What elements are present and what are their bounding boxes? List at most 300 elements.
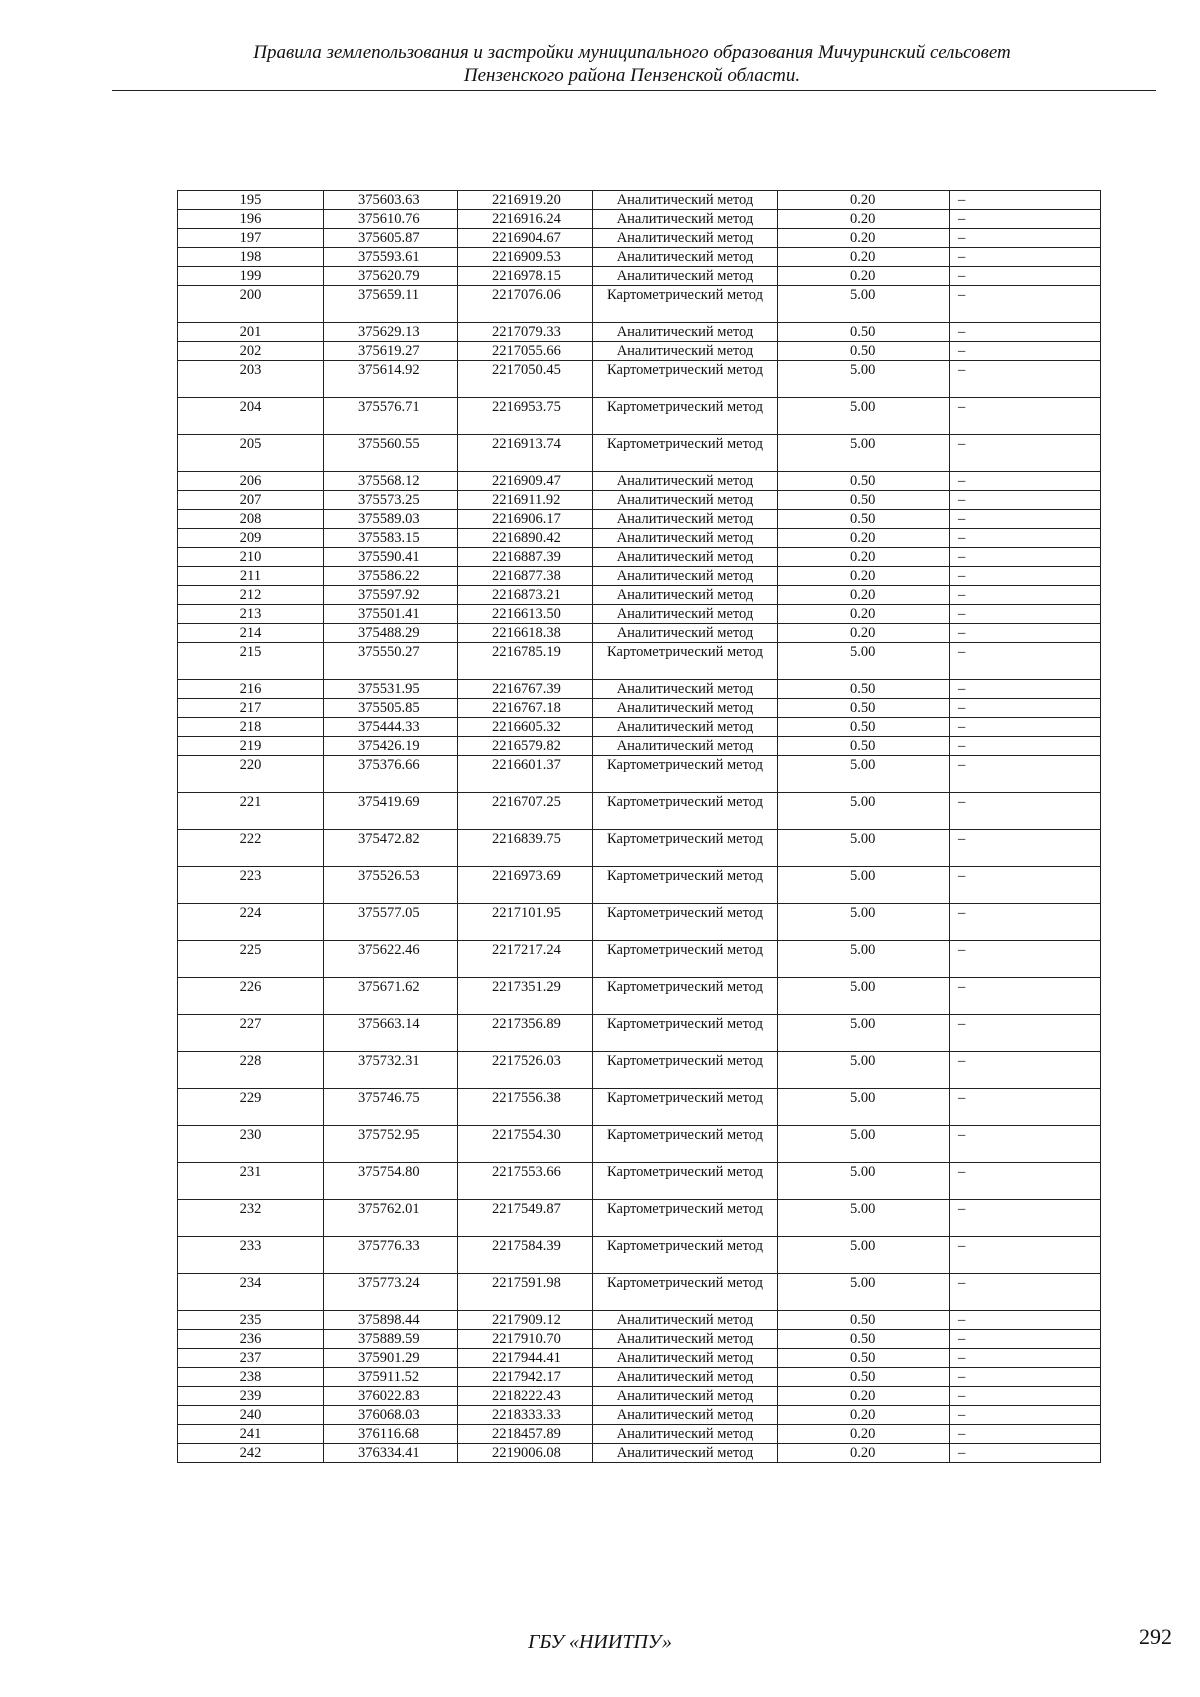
y-coordinate-cell: 2216707.25 xyxy=(458,793,593,830)
accuracy-cell: 0.20 xyxy=(778,1387,950,1406)
y-coordinate-cell: 2216839.75 xyxy=(458,830,593,867)
accuracy-cell: 5.00 xyxy=(778,793,950,830)
note-cell: – xyxy=(950,680,1101,699)
method-cell: Аналитический метод xyxy=(593,1368,778,1387)
method-cell: Аналитический метод xyxy=(593,210,778,229)
y-coordinate-cell: 2216978.15 xyxy=(458,267,593,286)
point-number-cell: 220 xyxy=(178,756,324,793)
note-cell: – xyxy=(950,398,1101,435)
table-row xyxy=(178,605,1101,624)
y-coordinate-cell: 2216785.19 xyxy=(458,643,593,680)
point-number-cell: 208 xyxy=(178,510,324,529)
x-coordinate-cell: 375419.69 xyxy=(324,793,458,830)
point-number-cell: 218 xyxy=(178,718,324,737)
point-number-cell: 215 xyxy=(178,643,324,680)
point-number-cell: 196 xyxy=(178,210,324,229)
table-row xyxy=(178,1387,1101,1406)
accuracy-cell: 0.50 xyxy=(778,1311,950,1330)
accuracy-cell: 0.20 xyxy=(778,267,950,286)
method-cell: Аналитический метод xyxy=(593,472,778,491)
note-cell: – xyxy=(950,229,1101,248)
table-row xyxy=(178,699,1101,718)
method-cell: Аналитический метод xyxy=(593,548,778,567)
method-cell: Картометрический метод xyxy=(593,1200,778,1237)
method-cell: Картометрический метод xyxy=(593,1015,778,1052)
method-cell: Аналитический метод xyxy=(593,1349,778,1368)
y-coordinate-cell: 2217055.66 xyxy=(458,342,593,361)
method-cell: Аналитический метод xyxy=(593,1387,778,1406)
header-line-1: Правила землепользования и застройки муниципального образования Мичуринский сельсовет xyxy=(253,42,1011,63)
method-cell: Аналитический метод xyxy=(593,491,778,510)
accuracy-cell: 5.00 xyxy=(778,398,950,435)
point-number-cell: 239 xyxy=(178,1387,324,1406)
x-coordinate-cell: 375472.82 xyxy=(324,830,458,867)
y-coordinate-cell: 2217942.17 xyxy=(458,1368,593,1387)
accuracy-cell: 5.00 xyxy=(778,1274,950,1311)
note-cell: – xyxy=(950,491,1101,510)
point-number-cell: 206 xyxy=(178,472,324,491)
y-coordinate-cell: 2217584.39 xyxy=(458,1237,593,1274)
point-number-cell: 210 xyxy=(178,548,324,567)
accuracy-cell: 5.00 xyxy=(778,904,950,941)
table-row xyxy=(178,941,1101,978)
x-coordinate-cell: 375488.29 xyxy=(324,624,458,643)
table-row xyxy=(178,586,1101,605)
accuracy-cell: 5.00 xyxy=(778,361,950,398)
note-cell: – xyxy=(950,1330,1101,1349)
table-row xyxy=(178,1126,1101,1163)
accuracy-cell: 5.00 xyxy=(778,756,950,793)
table-row xyxy=(178,1349,1101,1368)
note-cell: – xyxy=(950,210,1101,229)
table-row xyxy=(178,867,1101,904)
y-coordinate-cell: 2217101.95 xyxy=(458,904,593,941)
y-coordinate-cell: 2217351.29 xyxy=(458,978,593,1015)
x-coordinate-cell: 375754.80 xyxy=(324,1163,458,1200)
note-cell: – xyxy=(950,191,1101,210)
accuracy-cell: 0.20 xyxy=(778,586,950,605)
x-coordinate-cell: 375444.33 xyxy=(324,718,458,737)
accuracy-cell: 5.00 xyxy=(778,1052,950,1089)
x-coordinate-cell: 375531.95 xyxy=(324,680,458,699)
note-cell: – xyxy=(950,1089,1101,1126)
y-coordinate-cell: 2217356.89 xyxy=(458,1015,593,1052)
table-row xyxy=(178,229,1101,248)
table-row xyxy=(178,1200,1101,1237)
table-row xyxy=(178,1406,1101,1425)
point-number-cell: 201 xyxy=(178,323,324,342)
accuracy-cell: 0.20 xyxy=(778,567,950,586)
y-coordinate-cell: 2216953.75 xyxy=(458,398,593,435)
accuracy-cell: 0.50 xyxy=(778,323,950,342)
method-cell: Аналитический метод xyxy=(593,191,778,210)
x-coordinate-cell: 375619.27 xyxy=(324,342,458,361)
table-row xyxy=(178,1015,1101,1052)
accuracy-cell: 5.00 xyxy=(778,1163,950,1200)
coordinates-table-body xyxy=(178,191,1101,1463)
x-coordinate-cell: 375593.61 xyxy=(324,248,458,267)
table-row xyxy=(178,248,1101,267)
x-coordinate-cell: 375597.92 xyxy=(324,586,458,605)
method-cell: Аналитический метод xyxy=(593,680,778,699)
accuracy-cell: 0.20 xyxy=(778,229,950,248)
note-cell: – xyxy=(950,567,1101,586)
table-row xyxy=(178,1368,1101,1387)
table-row xyxy=(178,1237,1101,1274)
x-coordinate-cell: 375526.53 xyxy=(324,867,458,904)
x-coordinate-cell: 375560.55 xyxy=(324,435,458,472)
method-cell: Аналитический метод xyxy=(593,718,778,737)
y-coordinate-cell: 2217549.87 xyxy=(458,1200,593,1237)
note-cell: – xyxy=(950,548,1101,567)
method-cell: Картометрический метод xyxy=(593,286,778,323)
note-cell: – xyxy=(950,624,1101,643)
note-cell: – xyxy=(950,1237,1101,1274)
table-row xyxy=(178,1425,1101,1444)
x-coordinate-cell: 375773.24 xyxy=(324,1274,458,1311)
note-cell: – xyxy=(950,1311,1101,1330)
table-row xyxy=(178,210,1101,229)
point-number-cell: 230 xyxy=(178,1126,324,1163)
accuracy-cell: 5.00 xyxy=(778,867,950,904)
point-number-cell: 214 xyxy=(178,624,324,643)
x-coordinate-cell: 375663.14 xyxy=(324,1015,458,1052)
x-coordinate-cell: 376068.03 xyxy=(324,1406,458,1425)
point-number-cell: 204 xyxy=(178,398,324,435)
x-coordinate-cell: 375583.15 xyxy=(324,529,458,548)
method-cell: Картометрический метод xyxy=(593,830,778,867)
method-cell: Картометрический метод xyxy=(593,1052,778,1089)
point-number-cell: 232 xyxy=(178,1200,324,1237)
accuracy-cell: 5.00 xyxy=(778,1089,950,1126)
y-coordinate-cell: 2217591.98 xyxy=(458,1274,593,1311)
point-number-cell: 235 xyxy=(178,1311,324,1330)
point-number-cell: 211 xyxy=(178,567,324,586)
x-coordinate-cell: 375776.33 xyxy=(324,1237,458,1274)
note-cell: – xyxy=(950,267,1101,286)
note-cell: – xyxy=(950,1387,1101,1406)
method-cell: Картометрический метод xyxy=(593,1237,778,1274)
point-number-cell: 225 xyxy=(178,941,324,978)
point-number-cell: 219 xyxy=(178,737,324,756)
method-cell: Аналитический метод xyxy=(593,267,778,286)
table-row xyxy=(178,1330,1101,1349)
table-row xyxy=(178,1163,1101,1200)
note-cell: – xyxy=(950,435,1101,472)
point-number-cell: 221 xyxy=(178,793,324,830)
y-coordinate-cell: 2216767.18 xyxy=(458,699,593,718)
coordinates-table xyxy=(177,190,1101,1463)
accuracy-cell: 0.20 xyxy=(778,210,950,229)
point-number-cell: 216 xyxy=(178,680,324,699)
method-cell: Картометрический метод xyxy=(593,1163,778,1200)
note-cell: – xyxy=(950,586,1101,605)
y-coordinate-cell: 2216906.17 xyxy=(458,510,593,529)
method-cell: Картометрический метод xyxy=(593,361,778,398)
page-number: 292 xyxy=(1139,1624,1172,1649)
method-cell: Картометрический метод xyxy=(593,1126,778,1163)
y-coordinate-cell: 2216909.53 xyxy=(458,248,593,267)
note-cell: – xyxy=(950,978,1101,1015)
method-cell: Аналитический метод xyxy=(593,699,778,718)
accuracy-cell: 0.20 xyxy=(778,605,950,624)
y-coordinate-cell: 2216601.37 xyxy=(458,756,593,793)
accuracy-cell: 0.20 xyxy=(778,1444,950,1463)
note-cell: – xyxy=(950,718,1101,737)
y-coordinate-cell: 2216890.42 xyxy=(458,529,593,548)
method-cell: Картометрический метод xyxy=(593,904,778,941)
table-row xyxy=(178,567,1101,586)
x-coordinate-cell: 375426.19 xyxy=(324,737,458,756)
table-row xyxy=(178,1052,1101,1089)
x-coordinate-cell: 375586.22 xyxy=(324,567,458,586)
point-number-cell: 242 xyxy=(178,1444,324,1463)
table-row xyxy=(178,361,1101,398)
table-row xyxy=(178,323,1101,342)
table-row xyxy=(178,1444,1101,1463)
method-cell: Аналитический метод xyxy=(593,605,778,624)
note-cell: – xyxy=(950,793,1101,830)
note-cell: – xyxy=(950,605,1101,624)
x-coordinate-cell: 375889.59 xyxy=(324,1330,458,1349)
method-cell: Аналитический метод xyxy=(593,529,778,548)
table-row xyxy=(178,548,1101,567)
note-cell: – xyxy=(950,1406,1101,1425)
x-coordinate-cell: 375573.25 xyxy=(324,491,458,510)
x-coordinate-cell: 375898.44 xyxy=(324,1311,458,1330)
table-row xyxy=(178,643,1101,680)
method-cell: Картометрический метод xyxy=(593,756,778,793)
y-coordinate-cell: 2219006.08 xyxy=(458,1444,593,1463)
x-coordinate-cell: 376334.41 xyxy=(324,1444,458,1463)
point-number-cell: 236 xyxy=(178,1330,324,1349)
note-cell: – xyxy=(950,756,1101,793)
note-cell: – xyxy=(950,1368,1101,1387)
y-coordinate-cell: 2216973.69 xyxy=(458,867,593,904)
x-coordinate-cell: 375911.52 xyxy=(324,1368,458,1387)
note-cell: – xyxy=(950,286,1101,323)
accuracy-cell: 5.00 xyxy=(778,941,950,978)
method-cell: Картометрический метод xyxy=(593,398,778,435)
note-cell: – xyxy=(950,1126,1101,1163)
accuracy-cell: 0.50 xyxy=(778,472,950,491)
point-number-cell: 197 xyxy=(178,229,324,248)
point-number-cell: 233 xyxy=(178,1237,324,1274)
accuracy-cell: 5.00 xyxy=(778,1237,950,1274)
point-number-cell: 199 xyxy=(178,267,324,286)
note-cell: – xyxy=(950,830,1101,867)
method-cell: Аналитический метод xyxy=(593,342,778,361)
y-coordinate-cell: 2216605.32 xyxy=(458,718,593,737)
method-cell: Картометрический метод xyxy=(593,1274,778,1311)
accuracy-cell: 0.50 xyxy=(778,1330,950,1349)
accuracy-cell: 5.00 xyxy=(778,1015,950,1052)
document-header xyxy=(112,41,1152,87)
y-coordinate-cell: 2217944.41 xyxy=(458,1349,593,1368)
x-coordinate-cell: 375610.76 xyxy=(324,210,458,229)
x-coordinate-cell: 375746.75 xyxy=(324,1089,458,1126)
point-number-cell: 195 xyxy=(178,191,324,210)
accuracy-cell: 0.20 xyxy=(778,548,950,567)
note-cell: – xyxy=(950,737,1101,756)
method-cell: Картометрический метод xyxy=(593,1089,778,1126)
table-row xyxy=(178,978,1101,1015)
footer-organization: ГБУ «НИИТПУ» xyxy=(528,1631,672,1653)
y-coordinate-cell: 2216919.20 xyxy=(458,191,593,210)
point-number-cell: 226 xyxy=(178,978,324,1015)
table-row xyxy=(178,191,1101,210)
table-row xyxy=(178,510,1101,529)
note-cell: – xyxy=(950,699,1101,718)
x-coordinate-cell: 376116.68 xyxy=(324,1425,458,1444)
y-coordinate-cell: 2218222.43 xyxy=(458,1387,593,1406)
x-coordinate-cell: 375614.92 xyxy=(324,361,458,398)
y-coordinate-cell: 2216613.50 xyxy=(458,605,593,624)
x-coordinate-cell: 376022.83 xyxy=(324,1387,458,1406)
point-number-cell: 198 xyxy=(178,248,324,267)
method-cell: Аналитический метод xyxy=(593,624,778,643)
point-number-cell: 213 xyxy=(178,605,324,624)
method-cell: Аналитический метод xyxy=(593,586,778,605)
table-row xyxy=(178,830,1101,867)
accuracy-cell: 0.20 xyxy=(778,191,950,210)
y-coordinate-cell: 2216767.39 xyxy=(458,680,593,699)
y-coordinate-cell: 2217910.70 xyxy=(458,1330,593,1349)
note-cell: – xyxy=(950,904,1101,941)
y-coordinate-cell: 2217554.30 xyxy=(458,1126,593,1163)
method-cell: Аналитический метод xyxy=(593,229,778,248)
note-cell: – xyxy=(950,510,1101,529)
method-cell: Картометрический метод xyxy=(593,867,778,904)
accuracy-cell: 5.00 xyxy=(778,286,950,323)
method-cell: Аналитический метод xyxy=(593,1406,778,1425)
x-coordinate-cell: 375550.27 xyxy=(324,643,458,680)
x-coordinate-cell: 375589.03 xyxy=(324,510,458,529)
x-coordinate-cell: 375629.13 xyxy=(324,323,458,342)
note-cell: – xyxy=(950,323,1101,342)
accuracy-cell: 0.50 xyxy=(778,718,950,737)
method-cell: Аналитический метод xyxy=(593,1330,778,1349)
table-row xyxy=(178,472,1101,491)
accuracy-cell: 0.50 xyxy=(778,699,950,718)
y-coordinate-cell: 2216887.39 xyxy=(458,548,593,567)
note-cell: – xyxy=(950,361,1101,398)
y-coordinate-cell: 2217526.03 xyxy=(458,1052,593,1089)
method-cell: Картометрический метод xyxy=(593,941,778,978)
table-row xyxy=(178,1089,1101,1126)
x-coordinate-cell: 375659.11 xyxy=(324,286,458,323)
accuracy-cell: 5.00 xyxy=(778,435,950,472)
x-coordinate-cell: 375732.31 xyxy=(324,1052,458,1089)
y-coordinate-cell: 2216904.67 xyxy=(458,229,593,248)
accuracy-cell: 5.00 xyxy=(778,643,950,680)
accuracy-cell: 5.00 xyxy=(778,830,950,867)
point-number-cell: 237 xyxy=(178,1349,324,1368)
table-row xyxy=(178,286,1101,323)
y-coordinate-cell: 2216911.92 xyxy=(458,491,593,510)
note-cell: – xyxy=(950,1444,1101,1463)
note-cell: – xyxy=(950,1274,1101,1311)
header-line-2: Пензенского района Пензенской области. xyxy=(463,65,801,86)
note-cell: – xyxy=(950,342,1101,361)
point-number-cell: 238 xyxy=(178,1368,324,1387)
point-number-cell: 227 xyxy=(178,1015,324,1052)
y-coordinate-cell: 2218333.33 xyxy=(458,1406,593,1425)
note-cell: – xyxy=(950,248,1101,267)
note-cell: – xyxy=(950,472,1101,491)
table-row xyxy=(178,793,1101,830)
method-cell: Картометрический метод xyxy=(593,643,778,680)
point-number-cell: 202 xyxy=(178,342,324,361)
point-number-cell: 234 xyxy=(178,1274,324,1311)
method-cell: Картометрический метод xyxy=(593,793,778,830)
point-number-cell: 207 xyxy=(178,491,324,510)
accuracy-cell: 0.20 xyxy=(778,1406,950,1425)
x-coordinate-cell: 375762.01 xyxy=(324,1200,458,1237)
x-coordinate-cell: 375577.05 xyxy=(324,904,458,941)
note-cell: – xyxy=(950,1015,1101,1052)
accuracy-cell: 0.20 xyxy=(778,1425,950,1444)
point-number-cell: 205 xyxy=(178,435,324,472)
table-row xyxy=(178,267,1101,286)
point-number-cell: 209 xyxy=(178,529,324,548)
y-coordinate-cell: 2217553.66 xyxy=(458,1163,593,1200)
point-number-cell: 228 xyxy=(178,1052,324,1089)
point-number-cell: 229 xyxy=(178,1089,324,1126)
y-coordinate-cell: 2216877.38 xyxy=(458,567,593,586)
method-cell: Аналитический метод xyxy=(593,1311,778,1330)
x-coordinate-cell: 375603.63 xyxy=(324,191,458,210)
table-row xyxy=(178,718,1101,737)
accuracy-cell: 0.50 xyxy=(778,1349,950,1368)
note-cell: – xyxy=(950,941,1101,978)
y-coordinate-cell: 2216916.24 xyxy=(458,210,593,229)
method-cell: Аналитический метод xyxy=(593,737,778,756)
y-coordinate-cell: 2216873.21 xyxy=(458,586,593,605)
point-number-cell: 224 xyxy=(178,904,324,941)
method-cell: Аналитический метод xyxy=(593,567,778,586)
table-row xyxy=(178,737,1101,756)
y-coordinate-cell: 2217079.33 xyxy=(458,323,593,342)
method-cell: Картометрический метод xyxy=(593,435,778,472)
x-coordinate-cell: 375901.29 xyxy=(324,1349,458,1368)
table-row xyxy=(178,491,1101,510)
accuracy-cell: 5.00 xyxy=(778,1200,950,1237)
method-cell: Аналитический метод xyxy=(593,323,778,342)
accuracy-cell: 0.50 xyxy=(778,510,950,529)
note-cell: – xyxy=(950,1200,1101,1237)
x-coordinate-cell: 375590.41 xyxy=(324,548,458,567)
y-coordinate-cell: 2217909.12 xyxy=(458,1311,593,1330)
method-cell: Аналитический метод xyxy=(593,510,778,529)
point-number-cell: 240 xyxy=(178,1406,324,1425)
x-coordinate-cell: 375576.71 xyxy=(324,398,458,435)
accuracy-cell: 5.00 xyxy=(778,978,950,1015)
table-row xyxy=(178,1311,1101,1330)
x-coordinate-cell: 375671.62 xyxy=(324,978,458,1015)
x-coordinate-cell: 375622.46 xyxy=(324,941,458,978)
note-cell: – xyxy=(950,1349,1101,1368)
table-row xyxy=(178,529,1101,548)
method-cell: Аналитический метод xyxy=(593,1425,778,1444)
accuracy-cell: 0.20 xyxy=(778,248,950,267)
note-cell: – xyxy=(950,1163,1101,1200)
note-cell: – xyxy=(950,1052,1101,1089)
x-coordinate-cell: 375752.95 xyxy=(324,1126,458,1163)
table-row xyxy=(178,680,1101,699)
accuracy-cell: 0.20 xyxy=(778,529,950,548)
header-divider xyxy=(112,90,1156,91)
